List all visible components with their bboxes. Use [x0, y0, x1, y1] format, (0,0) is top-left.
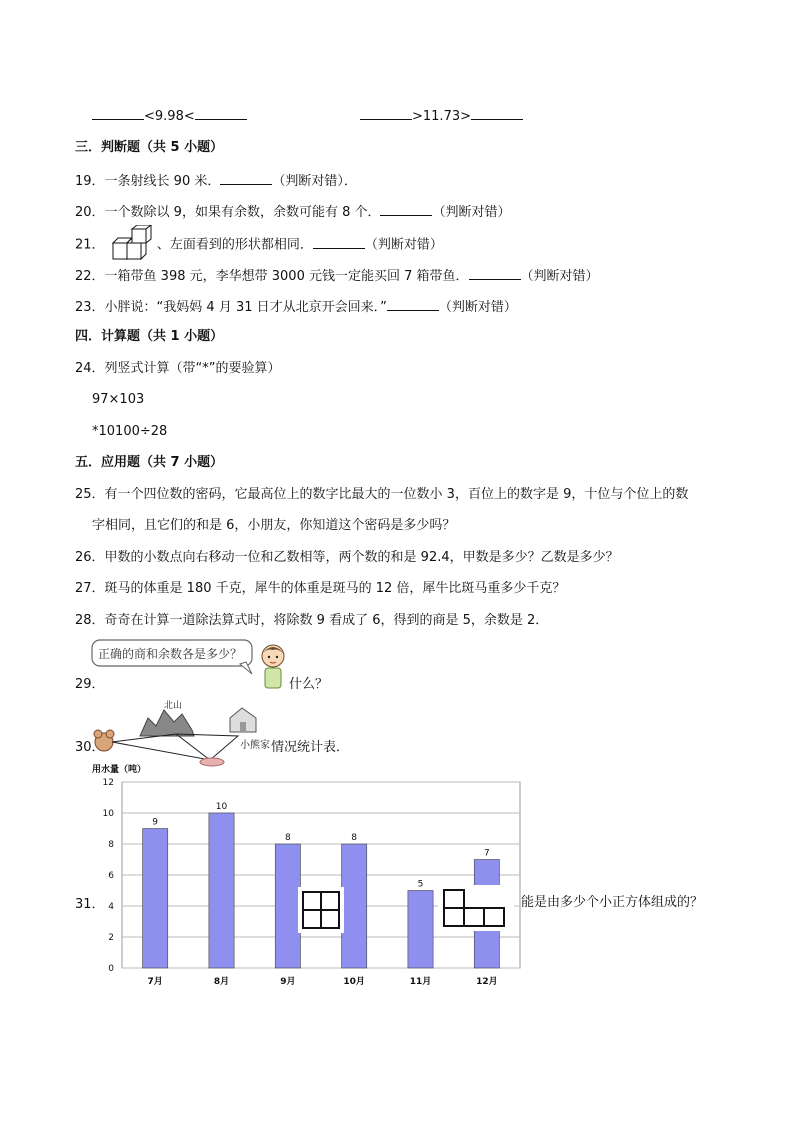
- bar: [209, 813, 234, 968]
- section-3-title: 三．判断题（共 5 小题）: [75, 140, 224, 155]
- x-tick-label: 9月: [280, 977, 296, 987]
- question-24: 24．列竖式计算（带“*”的要验算）: [75, 361, 281, 376]
- question-27: 27．斑马的体重是 180 千克，犀牛的体重是斑马的 12 倍，犀牛比斑马重多少千克？: [75, 581, 566, 596]
- answer-blank[interactable]: [380, 203, 432, 216]
- bar-value-label: 10: [215, 802, 228, 812]
- boy-icon: [258, 642, 288, 690]
- y-tick-label: 6: [108, 871, 114, 881]
- question-30-number: 30．: [75, 740, 105, 755]
- l-shape-figure: [438, 885, 514, 931]
- bear-home-label: 小熊家: [240, 740, 270, 751]
- answer-blank[interactable]: [471, 107, 523, 120]
- water-usage-bar-chart: [88, 760, 528, 992]
- question-22: 22．一箱带鱼 398 元，李华想带 3000 元钱一定能买回 7 箱带鱼． （判断对错）: [75, 269, 599, 284]
- section-5-title: 五．应用题（共 7 小题）: [75, 455, 224, 470]
- bar-value-label: 8: [284, 833, 291, 843]
- compare-line-right: >11.73>: [360, 107, 523, 125]
- compare-line-left: <9.98<: [92, 107, 247, 125]
- section-4-title: 四．计算题（共 1 小题）: [75, 329, 224, 344]
- mountain-label: 北山: [164, 701, 183, 711]
- answer-blank[interactable]: [195, 107, 247, 120]
- y-tick-label: 8: [108, 840, 114, 850]
- x-tick-label: 11月: [409, 977, 432, 987]
- question-29-tail: 什么？: [289, 677, 329, 692]
- x-tick-label: 7月: [147, 977, 163, 987]
- question-21: 21． 、左面看到的形状都相同． （判断对错）: [75, 235, 443, 255]
- bar-value-label: 8: [351, 833, 358, 843]
- expression-2: *10100÷28: [92, 424, 168, 439]
- x-tick-label: 10月: [343, 977, 365, 987]
- answer-blank[interactable]: [360, 107, 412, 120]
- answer-blank[interactable]: [387, 298, 439, 311]
- bar: [275, 844, 300, 968]
- question-31-tail: 能是由多少个小正方体组成的？: [521, 895, 704, 910]
- y-tick-label: 2: [108, 933, 114, 943]
- answer-blank[interactable]: [469, 267, 521, 280]
- bubble-text: 正确的商和余数各是多少？: [98, 647, 243, 661]
- question-30-tail: 情况统计表．: [271, 740, 350, 755]
- answer-blank[interactable]: [313, 236, 365, 249]
- bar: [342, 844, 367, 968]
- question-26: 26．甲数的小数点向右移动一位和乙数相等，两个数的和是 92.4，甲数是多少？乙数是多少？: [75, 550, 619, 565]
- chart-ylabel: 用水量（吨）: [92, 765, 147, 775]
- question-31-number: 31．: [75, 897, 105, 912]
- question-25-line-1: 25．有一个四位数的密码，它最高位上的数字比最大的一位数小 3，百位上的数字是 9，十位与个位上的数: [75, 487, 689, 502]
- y-tick-label: 0: [108, 964, 114, 974]
- expression-1: 97×103: [92, 392, 145, 407]
- question-25-line-2: 字相同，且它们的和是 6，小朋友，你知道这个密码是多少吗？: [92, 518, 456, 533]
- question-29-number: 29．: [75, 677, 105, 692]
- answer-blank[interactable]: [92, 107, 144, 120]
- x-tick-label: 12月: [476, 977, 498, 987]
- bar-value-label: 7: [483, 848, 490, 859]
- cube-stack-figure: [109, 225, 153, 261]
- bar-value-label: 9: [152, 817, 159, 828]
- question-19: 19．一条射线长 90 米． （判断对错）．: [75, 174, 357, 189]
- bar: [143, 829, 168, 969]
- y-tick-label: 4: [108, 902, 114, 912]
- y-tick-label: 12: [102, 778, 114, 788]
- bar: [408, 891, 433, 969]
- map-illustration: [90, 696, 270, 768]
- square-grid-figure: [298, 887, 344, 933]
- y-tick-label: 10: [102, 809, 114, 819]
- question-28: 28．奇奇在计算一道除法算式时，将除数 9 看成了 6，得到的商是 5，余数是 2．: [75, 613, 549, 628]
- question-23: 23．小胖说：“我妈妈 4 月 31 日才从北京开会回来．” （判断对错）: [75, 300, 517, 315]
- bar-value-label: 5: [417, 879, 424, 890]
- answer-blank[interactable]: [220, 172, 272, 185]
- x-tick-label: 8月: [213, 977, 230, 987]
- question-20: 20．一个数除以 9，如果有余数，余数可能有 8 个． （判断对错）: [75, 205, 511, 220]
